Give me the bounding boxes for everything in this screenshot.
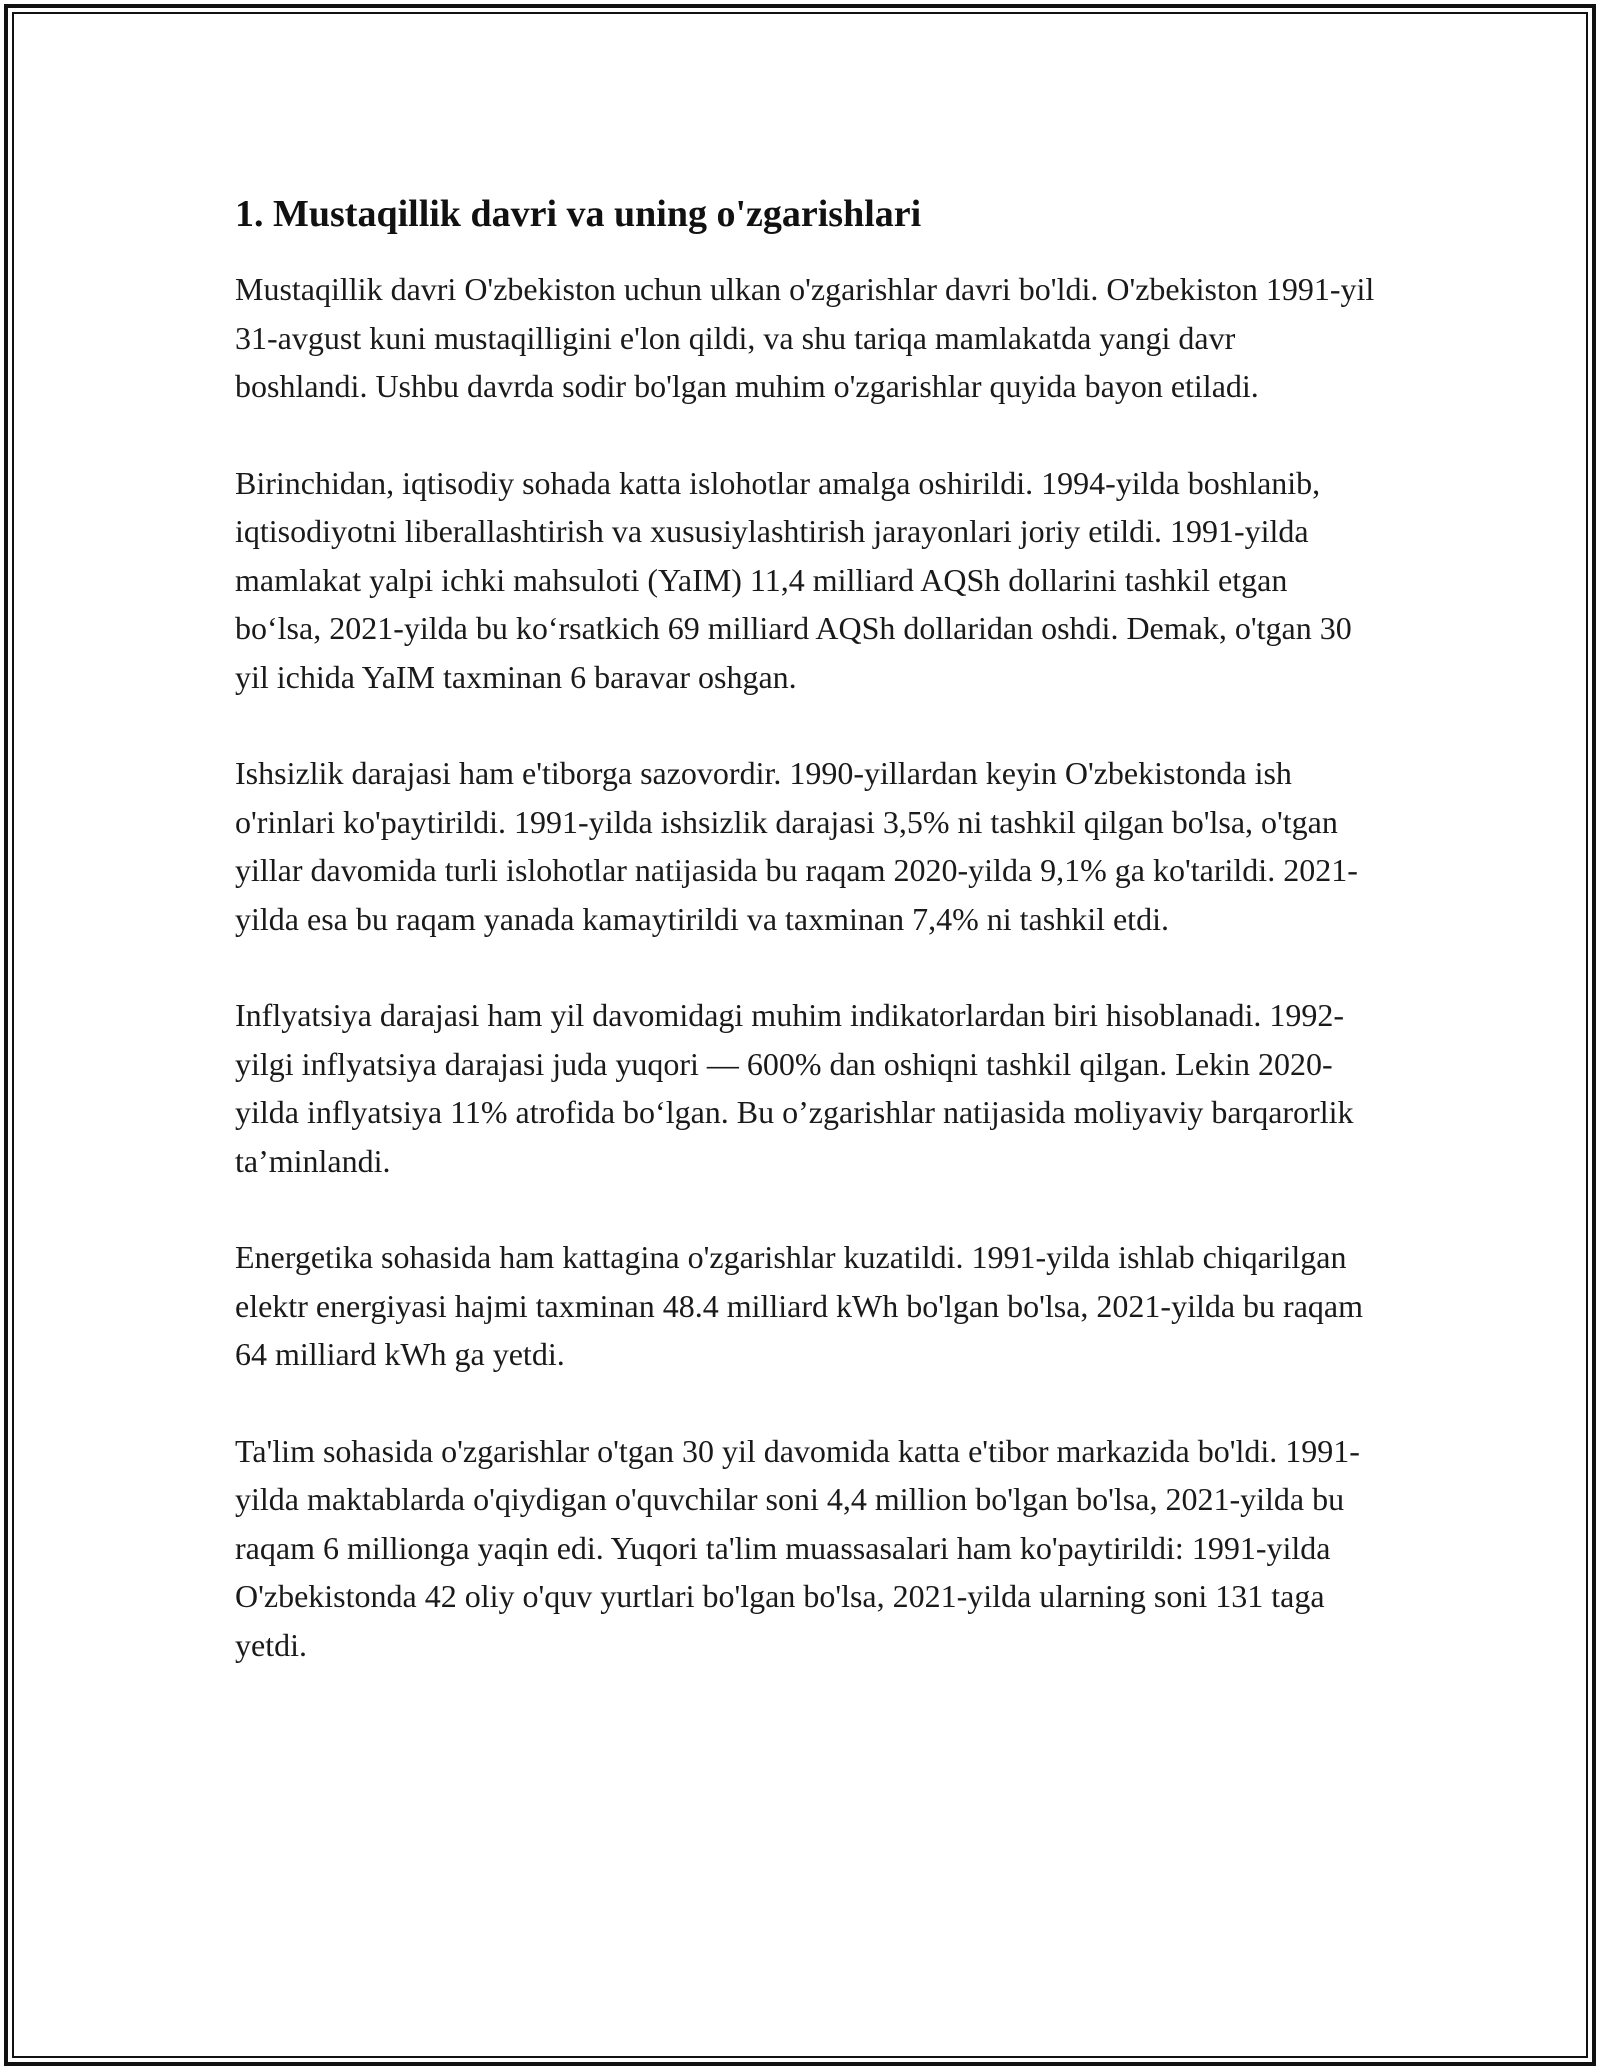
paragraph-energy: Energetika sohasida ham kattagina o'zgarishlar kuzatildi. 1991-yilda ishlab chiqarilgan elektr energiyasi hajmi taxminan 48.4 milliard kWh bo'lgan bo'lsa, 2021-yilda bu raqam 64 milliard kWh ga yetdi.: [235, 1239, 1363, 1372]
paragraph-independence-intro: Mustaqillik davri O'zbekiston uchun ulkan o'zgarishlar davri bo'ldi. O'zbekiston 1991-yil 31-avgust kuni mustaqilligini e'lon qildi, va shu tariqa mamlakatda yangi davr boshlandi. Ushbu davrda sodir bo'lgan muhim o'zgarishlar quyida bayon etiladi.: [235, 271, 1375, 404]
paragraph-unemployment: Ishsizlik darajasi ham e'tiborga sazovordir. 1990-yillardan keyin O'zbekistonda ish o'rinlari ko'paytirildi. 1991-yilda ishsizlik darajasi 3,5% ni tashkil qilgan bo'lsa, o'tgan yillar davomida turli islohotlar natijasida bu raqam 2020-yilda 9,1% ga ko'tarildi. 2021-yilda esa bu raqam yanada kamaytirildi va taxminan 7,4% ni tashkil etdi.: [235, 755, 1358, 937]
paragraph-economy: Birinchidan, iqtisodiy sohada katta islohotlar amalga oshirildi. 1994-yilda boshlanib, iqtisodiyotni liberallashtirish va xususiylashtirish jarayonlari joriy etildi. 1991-yilda mamlakat yalpi ichki mahsuloti (YaIM) 11,4 milliard AQSh dollarini tashkil etgan bo‘lsa, 2021-yilda bu ko‘rsatkich 69 milliard AQSh dollaridan oshdi. Demak, o'tgan 30 yil ichida YaIM taxminan 6 baravar oshgan.: [235, 464, 1352, 695]
section-heading: 1. Mustaqillik davri va uning o'zgarishlari: [235, 193, 922, 235]
document-body: [235, 185, 1375, 1669]
paragraph-education: Ta'lim sohasida o'zgarishlar o'tgan 30 yil davomida katta e'tibor markazida bo'ldi. 1991-yilda maktablarda o'qiydigan o'quvchilar soni 4,4 million bo'lgan bo'lsa, 2021-yilda bu raqam 6 millionga yaqin edi. Yuqori ta'lim muassasalari ham ko'paytirildi: 1991-yilda O'zbekistonda 42 oliy o'quv yurtlari bo'lgan bo'lsa, 2021-yilda ularning soni 131 taga yetdi.: [235, 1432, 1360, 1663]
paragraph-inflation: Inflyatsiya darajasi ham yil davomidagi muhim indikatorlardan biri hisoblanadi. 1992-yilgi inflyatsiya darajasi juda yuqori — 600% dan oshiqni tashkil qilgan. Lekin 2020-yilda inflyatsiya 11% atrofida bo‘lgan. Bu o’zgarishlar natijasida moliyaviy barqarorlik ta’minlandi.: [235, 997, 1354, 1179]
